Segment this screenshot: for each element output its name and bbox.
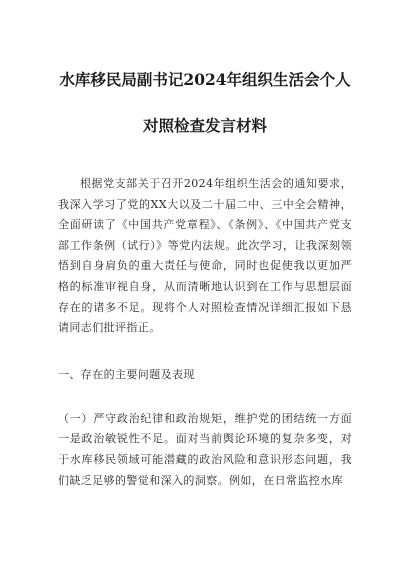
document-title-line-1: 水库移民局副书记2024年组织生活会个人	[59, 70, 351, 89]
problem-item-paragraph: （一）严守政治纪律和政治规矩，维护党的团结统一方面一是政治敏锐性不足。面对当前舆论环境的复杂多变，对于水库移民领域可能潜藏的政治风险和意识形态问题，我们缺乏足够的警觉和深入的洞察。例如，在日常监控水库	[58, 411, 352, 487]
intro-paragraph: 根据党支部关于召开2024年组织生活会的通知要求，我深入学习了党的XX大以及二十届二中、三中全会精神，全面研读了《中国共产党章程》、《条例》、《中国共产党支部工作条例（试行）》等党内法规。此次学习，让我深刻领悟到自身肩负的重大责任与使命，同时也促使我以更加严格的标准审视自身，从而清晰地认识到在工作与思想层面存在的诸多不足。现将个人对照检查情况详细汇报如下恳请同志们批评指正。	[58, 177, 352, 335]
section-heading-problems: 一、存在的主要问题及表现	[58, 367, 195, 381]
document-title-line-2: 对照检查发言材料	[142, 115, 267, 135]
